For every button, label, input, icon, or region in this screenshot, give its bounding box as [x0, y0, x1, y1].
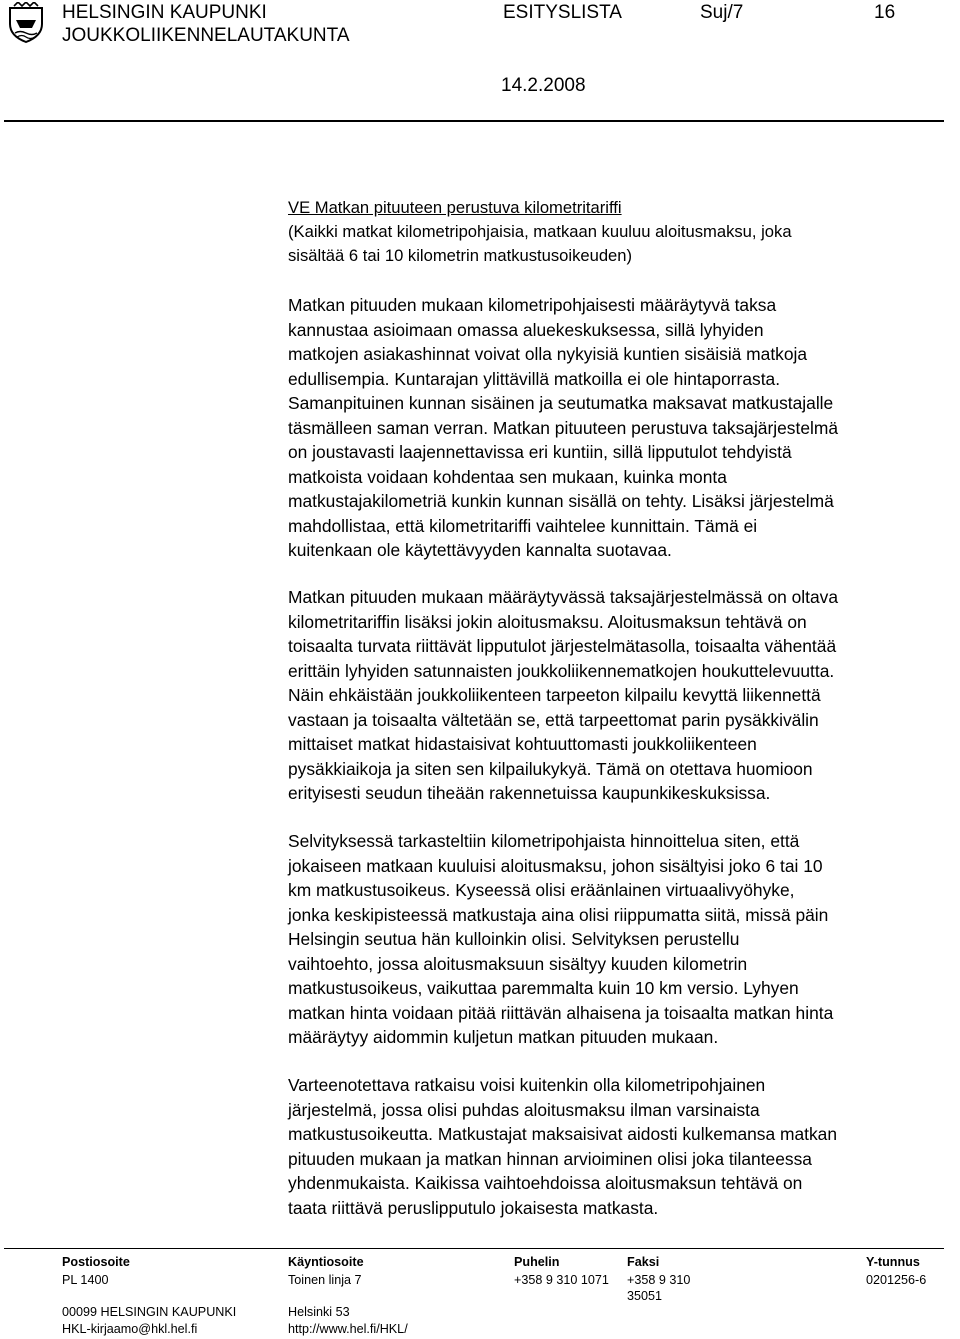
footer-postiosoite-city: 00099 HELSINGIN KAUPUNKI	[62, 1305, 237, 1319]
text-line: on joustavasti laajennettavissa eri kuntiin, sillä lipputulot tehdyistä	[288, 442, 792, 462]
text-line: kilometritariffin lisäksi jokin aloitusmaksu. Aloitusmaksun tehtävä on	[288, 611, 807, 632]
footer-kayntiosoite-city: Helsinki 53	[288, 1305, 350, 1319]
page-number: 16	[874, 2, 896, 23]
text-line: määräytyy aidommin kuljetun matkan pituuden mukaan.	[288, 1027, 719, 1047]
footer-divider	[4, 1248, 944, 1249]
text-line: jonka keskipisteessä matkustaja aina olisi riippumatta siitä, missä päin	[288, 904, 829, 925]
intro-line: (Kaikki matkat kilometripohjaisia, matkaan kuuluu aloitusmaksu, joka	[288, 222, 792, 241]
text-line: erityisesti seudun tiheään rakennetuissa kaupunkikeskuksissa.	[288, 783, 771, 803]
paragraph-4	[288, 1073, 948, 1220]
text-line: Näin ehkäistään joukkoliikenteen tarpeeton kilpailu kevyttä liikennettä	[288, 685, 821, 705]
text-line: mittaiset matkat hidastaisivat kohtuuttomasti joukkoliikenteen	[288, 734, 757, 754]
text-line: matkustusoikeutta. Matkustajat maksaisivat aidosti kulkemansa matkan	[288, 1124, 838, 1144]
footer-faksi-label: Faksi	[627, 1255, 660, 1269]
text-line: yhdenmukaista. Kaikissa vaihtoehdoissa aloitusmaksun tehtävä on	[288, 1173, 803, 1193]
footer-puhelin-label: Puhelin	[514, 1255, 560, 1269]
footer-postiosoite-label: Postiosoite	[62, 1255, 130, 1269]
org-name: HELSINGIN KAUPUNKI	[62, 2, 267, 23]
footer-faksi-cont: 35051	[627, 1289, 663, 1303]
text-line: edullisempia. Kuntarajan ylittävillä matkoilla ei ole hintaporrasta.	[288, 368, 781, 389]
text-line: erittäin lyhyiden satunnaisten joukkoliikennematkojen houkuttelevuutta.	[288, 660, 835, 681]
text-line: Varteenotettava ratkaisu voisi kuitenkin olla kilometripohjainen	[288, 1075, 766, 1095]
text-line: jokaiseen matkaan kuuluisi aloitusmaksu, johon sisältyisi joko 6 tai 10	[288, 855, 823, 876]
paragraph-1	[288, 293, 948, 563]
text-line: kuitenkaan ole käytettävyyden kannalta suotavaa.	[288, 540, 672, 560]
doc-date: 14.2.2008	[501, 75, 586, 96]
text-line: Selvityksessä tarkasteltiin kilometripohjaista hinnoittelua siten, että	[288, 831, 800, 851]
text-line: vaihtoehto, jossa aloitusmaksuun sisältyy kuuden kilometrin	[288, 953, 748, 974]
text-line: mahdollistaa, että kilometritariffi vaihtelee kunnittain. Tämä ei	[288, 515, 758, 536]
intro-block	[288, 196, 948, 268]
text-line: km matkustusoikeus. Kyseessä olisi eräänlainen virtuaalivyöhyke,	[288, 880, 795, 900]
text-line: järjestelmä, jossa olisi puhdas aloitusmaksu ilman varsinaista	[288, 1099, 760, 1120]
paragraph-3	[288, 829, 948, 1050]
text-line: Samanpituinen kunnan sisäinen ja seutumatka maksavat matkustajalle	[288, 393, 834, 413]
intro-line: sisältää 6 tai 10 kilometrin matkustusoikeuden)	[288, 246, 633, 265]
text-line: matkojen asiakashinnat voivat olla nykyisiä kuntien sisäisiä matkoja	[288, 344, 808, 364]
helsinki-crest-icon	[4, 2, 48, 44]
text-line: täsmälleen saman verran. Matkan pituuteen perustuva taksajärjestelmä	[288, 417, 839, 438]
footer-ytunnus: 0201256-6	[866, 1273, 927, 1287]
section-title: VE Matkan pituuteen perustuva kilometritariffi	[288, 198, 622, 217]
text-line: Matkan pituuden mukaan kilometripohjaisesti määräytyvä taksa	[288, 295, 777, 315]
footer-postiosoite: PL 1400	[62, 1273, 109, 1287]
text-line: pituuden mukaan ja matkan hinnan arvioiminen olisi joka tilanteessa	[288, 1148, 812, 1169]
footer-kayntiosoite-label: Käyntiosoite	[288, 1255, 364, 1269]
text-line: pysäkkiaikoja ja siten sen kilpailukykyä. Tämä on otettava huomioon	[288, 758, 813, 779]
footer-kayntiosoite: Toinen linja 7	[288, 1273, 362, 1287]
text-line: matkoista voidaan kohdentaa sen mukaan, kuinka monta	[288, 466, 727, 487]
text-line: matkustusoikeus, vaikuttaa paremmalta kuin 10 km versio. Lyhyen	[288, 978, 799, 998]
text-line: matkan hinta voidaan pitää riittävän alhaisena ja toisaalta matkan hinta	[288, 1002, 834, 1023]
paragraph-2	[288, 585, 948, 806]
footer-puhelin: +358 9 310 1071	[514, 1273, 609, 1287]
text-line: Matkan pituuden mukaan määräytyvässä taksajärjestelmässä on oltava	[288, 587, 839, 607]
header-divider	[4, 120, 944, 122]
text-line: kannustaa asioimaan omassa aluekeskuksessa, sillä lyhyiden	[288, 319, 764, 340]
text-line: Helsingin seutua hän kulloinkin olisi. Selvityksen perustellu	[288, 929, 740, 949]
text-line: vastaan ja toisaalta vältetään se, että tarpeettomat parin pysäkkivälin	[288, 709, 819, 730]
doc-type: ESITYSLISTA	[503, 2, 622, 23]
text-line: toisaalta turvata riittävät lipputulot järjestelmätasolla, toisaalta vähentää	[288, 636, 837, 656]
footer-email-link[interactable]: HKL-kirjaamo@hkl.hel.fi	[62, 1322, 198, 1336]
section-number: Suj/7	[700, 2, 744, 23]
text-line: taata riittävä peruslipputulo jokaisesta matkasta.	[288, 1197, 659, 1218]
footer-website-link[interactable]: http://www.hel.fi/HKL/	[288, 1322, 408, 1336]
text-line: matkustajakilometriä kunkin kunnan sisällä on tehty. Lisäksi järjestelmä	[288, 491, 834, 511]
footer-faksi: +358 9 310	[627, 1273, 691, 1287]
footer-ytunnus-label: Y-tunnus	[866, 1255, 920, 1269]
org-committee: JOUKKOLIIKENNELAUTAKUNTA	[62, 25, 350, 46]
